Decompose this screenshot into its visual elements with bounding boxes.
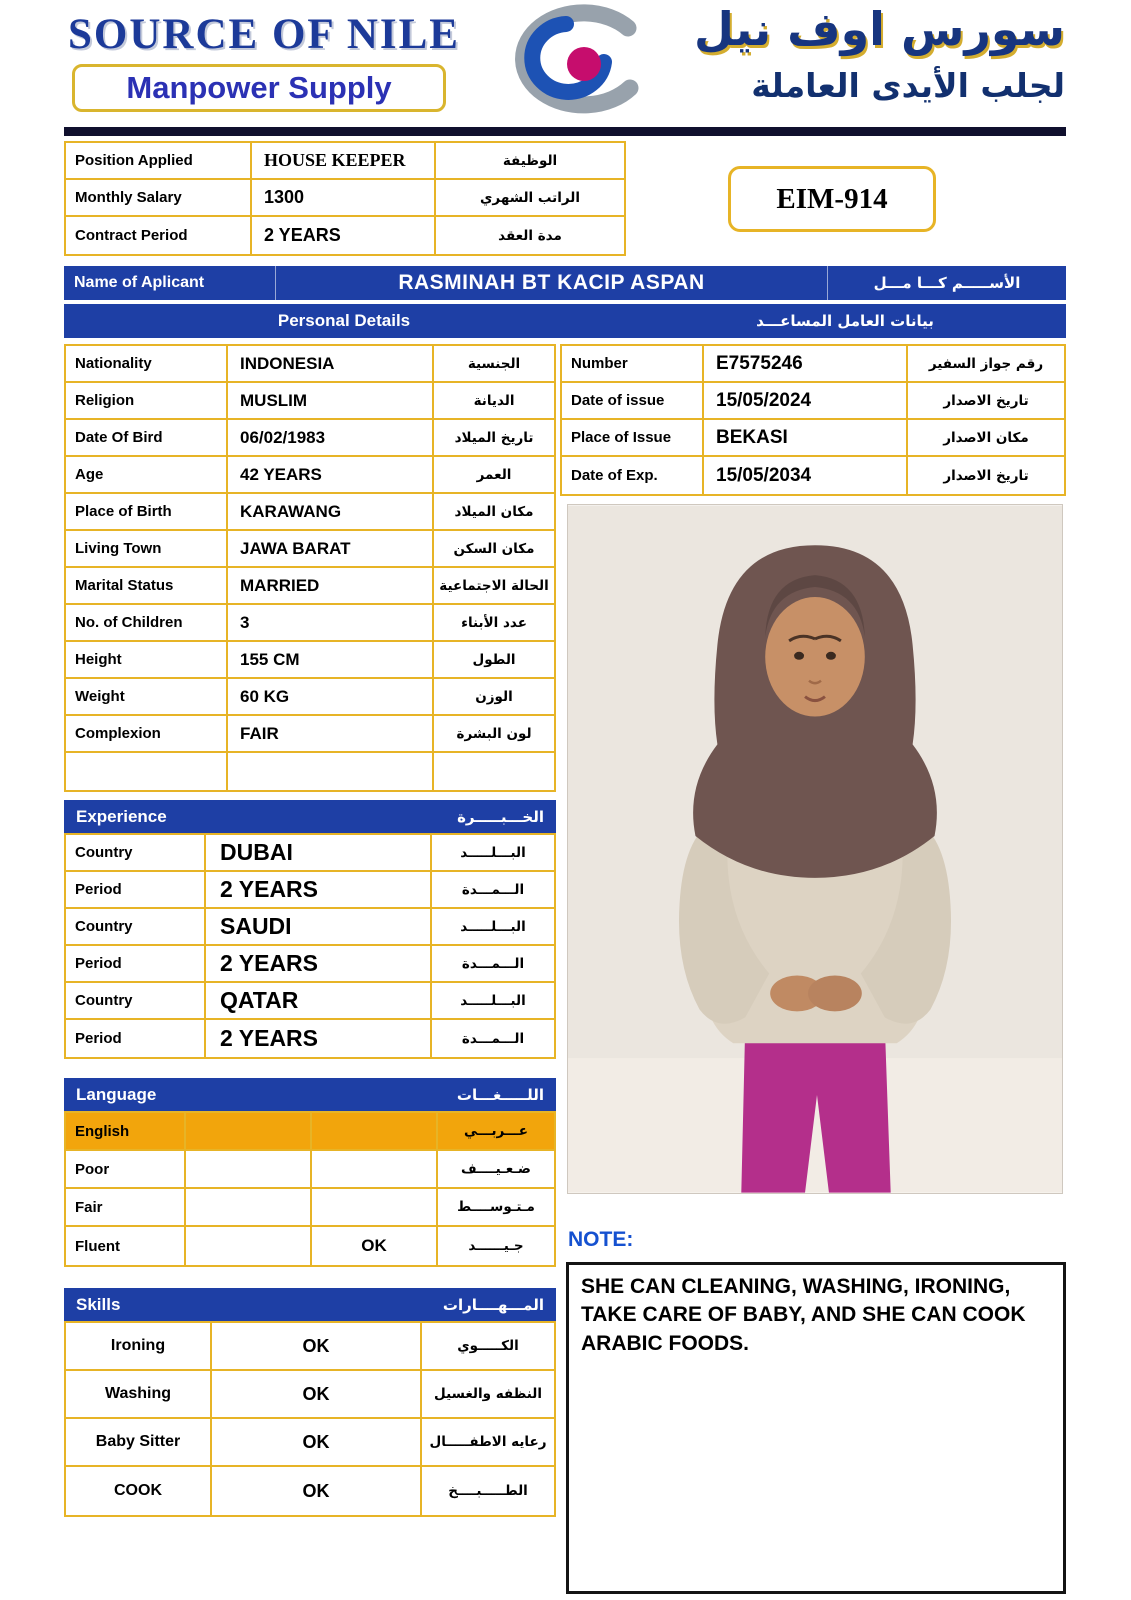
row-label: Ironing [66, 1323, 212, 1369]
table-row [66, 642, 554, 679]
row-label-arabic: الوزن [475, 688, 513, 705]
row-value: 15/05/2024 [704, 383, 908, 418]
company-logo-icon [482, 2, 650, 120]
row-value: 1300 [252, 180, 436, 215]
table-row [66, 872, 554, 909]
row-label: Date of Exp. [562, 457, 704, 494]
row-label-arabic: الحالة الاجتماعية [439, 577, 549, 594]
table-row [562, 420, 1064, 457]
row-label [66, 753, 228, 790]
personal-details-title-arabic: بيانات العامل المساعـــد [756, 312, 934, 330]
rating-cell [186, 1151, 312, 1187]
row-label-arabic: جـيــــــد [468, 1238, 524, 1254]
row-value: 2 YEARS [252, 217, 436, 254]
language-table [64, 1111, 556, 1267]
table-row [66, 946, 554, 983]
table-row [66, 383, 554, 420]
applicant-name: RASMINAH BT KACIP ASPAN [276, 266, 828, 300]
table-row [66, 1020, 554, 1057]
row-value: FAIR [228, 716, 434, 751]
row-label: Period [66, 946, 206, 981]
row-value: MARRIED [228, 568, 434, 603]
row-label-arabic: البـــلـــــد [460, 844, 526, 861]
experience-table [64, 833, 556, 1059]
table-row [66, 679, 554, 716]
row-label: No. of Children [66, 605, 228, 640]
table-row [66, 217, 624, 254]
row-label-arabic: البـــلـــــد [460, 992, 526, 1009]
row-value: SAUDI [206, 909, 432, 944]
row-label-arabic: الراتب الشهري [480, 189, 580, 206]
table-row [66, 494, 554, 531]
reference-code: EIM-914 [776, 182, 888, 215]
row-value: 3 [228, 605, 434, 640]
row-label-arabic: لون البشرة [456, 725, 532, 742]
row-value: E7575246 [704, 346, 908, 381]
brand-subtitle-box [72, 64, 446, 112]
row-label-arabic: مدة العقد [498, 227, 562, 244]
name-label: Name of Aplicant [64, 266, 276, 300]
row-label: Marital Status [66, 568, 228, 603]
row-value: HOUSE KEEPER [252, 143, 436, 178]
row-value: BEKASI [704, 420, 908, 455]
brand-title: SOURCE OF NILE [68, 11, 460, 58]
table-row [562, 383, 1064, 420]
table-row [562, 457, 1064, 494]
rating-cell [186, 1227, 312, 1265]
personal-details-table [64, 344, 556, 792]
reference-badge [728, 166, 936, 232]
table-row [66, 1419, 554, 1467]
row-label: Weight [66, 679, 228, 714]
row-value: 42 YEARS [228, 457, 434, 492]
row-label: Baby Sitter [66, 1419, 212, 1465]
applicant-name-row [64, 266, 1066, 300]
row-value: 155 CM [228, 642, 434, 677]
row-label-arabic: الـــمـــدة [461, 881, 525, 898]
row-label-arabic: ضـعـيــــف [461, 1161, 531, 1177]
table-row [66, 983, 554, 1020]
row-label-arabic: تاريخ الميلاد [454, 429, 534, 446]
table-row [66, 753, 554, 790]
row-label-arabic: البـــلـــــد [460, 918, 526, 935]
rating-cell [186, 1189, 312, 1225]
application-table [64, 141, 626, 256]
row-label: Height [66, 642, 228, 677]
table-row [66, 1151, 554, 1189]
row-label-arabic: تاريخ الاصدار [943, 467, 1029, 484]
rating-cell: OK [312, 1227, 438, 1265]
row-label: Contract Period [66, 217, 252, 254]
name-label-arabic: الأســـــم كـــا مـــل [873, 274, 1021, 292]
row-label-arabic: الكـــــوي [457, 1338, 519, 1354]
row-label-arabic: العمر [476, 466, 512, 483]
row-label-arabic: الطول [472, 651, 516, 668]
table-row [66, 143, 624, 180]
row-label: Washing [66, 1371, 212, 1417]
row-label: Age [66, 457, 228, 492]
row-label-arabic: عدد الأبناء [461, 614, 527, 631]
row-value: 60 KG [228, 679, 434, 714]
rating-cell [312, 1151, 438, 1187]
header-divider [64, 127, 1066, 136]
row-label-arabic: الوظيفة [502, 152, 558, 169]
row-label-arabic: الطـــــبــــخ [448, 1483, 528, 1499]
row-label: Fair [66, 1189, 186, 1225]
row-label: Poor [66, 1151, 186, 1187]
row-label: Country [66, 909, 206, 944]
row-value [228, 753, 434, 790]
language-english-row [66, 1113, 554, 1151]
table-row [66, 909, 554, 946]
row-label-arabic: النظفه والغسيل [434, 1386, 542, 1402]
row-label-arabic: مكان الميلاد [454, 503, 534, 520]
row-label: Nationality [66, 346, 228, 381]
row-value: OK [212, 1371, 422, 1417]
row-label: Fluent [66, 1227, 186, 1265]
experience-title: Experience [76, 806, 167, 826]
row-value: JAWA BARAT [228, 531, 434, 566]
row-value: INDONESIA [228, 346, 434, 381]
language-title: Language [76, 1084, 157, 1104]
empty-cell [186, 1113, 312, 1149]
skills-table [64, 1321, 556, 1517]
row-value: 15/05/2034 [704, 457, 908, 494]
table-row [66, 346, 554, 383]
row-label-arabic: مكان الاصدار [943, 429, 1029, 446]
row-label: Number [562, 346, 704, 381]
row-value: 2 YEARS [206, 946, 432, 981]
row-label-arabic: الجنسية [467, 355, 521, 372]
table-row [66, 568, 554, 605]
row-value: OK [212, 1467, 422, 1515]
row-label-arabic: مكان السكن [453, 540, 535, 557]
row-label-arabic [434, 753, 554, 790]
table-row [66, 716, 554, 753]
brand-subtitle-arabic: لجلب الأيدى العاملة [751, 66, 1065, 105]
note-box [566, 1262, 1066, 1594]
row-label: English [66, 1113, 186, 1149]
table-row [66, 1371, 554, 1419]
note-label: NOTE: [568, 1228, 634, 1251]
table-row [66, 457, 554, 494]
row-value: DUBAI [206, 835, 432, 870]
row-label: Living Town [66, 531, 228, 566]
note-text: SHE CAN CLEANING, WASHING, IRONING, TAKE CARE OF BABY, AND SHE CAN COOK ARABIC FOODS. [581, 1275, 1026, 1355]
table-row [66, 531, 554, 568]
row-label: COOK [66, 1467, 212, 1515]
row-label: Period [66, 872, 206, 907]
row-value: QATAR [206, 983, 432, 1018]
skills-header [64, 1288, 556, 1321]
row-label: Place of Issue [562, 420, 704, 455]
experience-header [64, 800, 556, 833]
row-label-arabic: تاريخ الاصدار [943, 392, 1029, 409]
row-value: 2 YEARS [206, 1020, 432, 1057]
row-label-arabic: الـــمـــدة [461, 1030, 525, 1047]
personal-details-header [64, 304, 1066, 338]
row-label-arabic: رعايه الاطفـــــال [429, 1434, 547, 1450]
table-row [66, 1323, 554, 1371]
row-label: Period [66, 1020, 206, 1057]
row-label: Place of Birth [66, 494, 228, 529]
experience-title-arabic: الخـــبـــــرة [457, 807, 544, 826]
language-header [64, 1078, 556, 1111]
row-value: OK [212, 1419, 422, 1465]
brand-title-arabic: سورس اوف نيل [694, 2, 1065, 56]
row-label-arabic: الـــمـــدة [461, 955, 525, 972]
empty-cell [312, 1113, 438, 1149]
table-row [66, 420, 554, 457]
row-label: Country [66, 983, 206, 1018]
row-label: Religion [66, 383, 228, 418]
table-row [66, 1467, 554, 1515]
row-label: Monthly Salary [66, 180, 252, 215]
table-row [66, 180, 624, 217]
skills-title: Skills [76, 1294, 121, 1314]
row-label: Complexion [66, 716, 228, 751]
row-value: 2 YEARS [206, 872, 432, 907]
row-value: KARAWANG [228, 494, 434, 529]
row-label-arabic: عـــربـــي [438, 1113, 554, 1149]
row-label-arabic: مـتـوســــط [457, 1199, 535, 1215]
row-label-arabic: رقم جواز السفير [928, 355, 1044, 372]
personal-details-title: Personal Details [277, 311, 411, 330]
language-title-arabic: اللـــــغـــات [456, 1085, 544, 1104]
table-row [66, 835, 554, 872]
table-row [66, 605, 554, 642]
row-label-arabic: الديانة [473, 392, 515, 409]
row-label: Country [66, 835, 206, 870]
row-value: OK [212, 1323, 422, 1369]
applicant-photo [567, 504, 1063, 1194]
table-row [66, 1189, 554, 1227]
skills-title-arabic: المـــهــــارات [442, 1295, 544, 1314]
passport-table [560, 344, 1066, 496]
row-label: Date of issue [562, 383, 704, 418]
row-value: 06/02/1983 [228, 420, 434, 455]
row-value: MUSLIM [228, 383, 434, 418]
brand-subtitle: Manpower Supply [126, 70, 392, 105]
table-row [66, 1227, 554, 1265]
rating-cell [312, 1189, 438, 1225]
row-label: Date Of Bird [66, 420, 228, 455]
row-label: Position Applied [66, 143, 252, 178]
table-row [562, 346, 1064, 383]
